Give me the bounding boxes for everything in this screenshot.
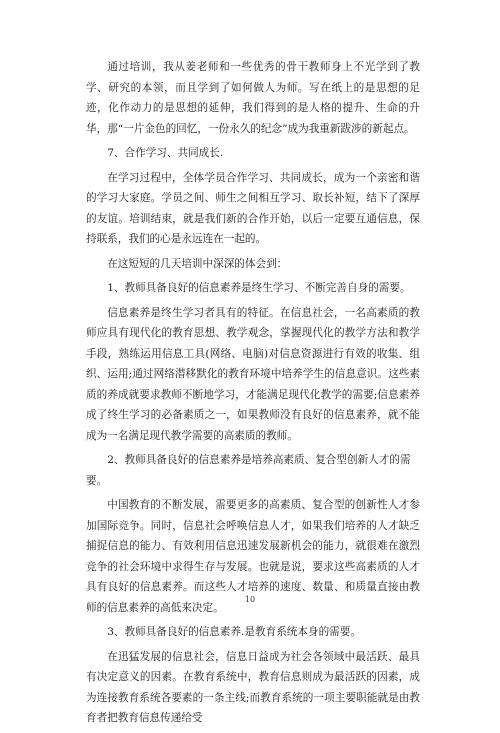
paragraph-reflection-intro: 在这短短的几天培训中深深的体会到： xyxy=(107,257,288,270)
paragraph-cooperative-learning: 在学习过程中，全体学员合作学习、共同成长，成为一个亲密和谐的学习大家庭。学员之间、师生之间相互学习、取长补短，结下了深厚的友谊。培训结束，就是我们新的合作开始，以后一定要互通信息，保持联系，我们的心是永远连在一起的。 xyxy=(86,171,420,245)
section-heading-cooperative-learning: 7、合作学习、共同成长. xyxy=(107,147,224,159)
point-heading-3: 3、教师具备良好的信息素养.是教育系统本身的需要。 xyxy=(107,626,361,638)
paragraph-point-3: 在迅猛发展的信息社会，信息日益成为社会各领域中最活跃、最具有决定意义的因素。在教育系统中，教育信息则成为最活跃的因素，成为连接教育系统各要素的一条主线;而教育系统的一项主要职能就是由教育者把教育信息传递给受 xyxy=(86,650,420,724)
paragraph-training-gains: 通过培训，我从姜老师和一些优秀的骨干教师身上不光学到了教学、研究的本领，而且学到了如何做人为师。写在纸上的是思想的足迹，化作动力的是思想的延伸，我们得到的是人格的提升、生命的升华，那“一片金色的回忆，一份永久的纪念”成为我重新跋涉的新起点。 xyxy=(86,61,420,135)
document-body xyxy=(86,57,420,733)
page-number: 10 xyxy=(244,595,256,604)
paragraph-point-1: 信息素养是终生学习者具有的特征。在信息社会，一名高素质的教师应具有现代化的教育思想、教学观念，掌握现代化的教学方法和教学手段，熟练运用信息工具(网络、电脑)对信息资源进行有效的收集、组织、运用;通过网络潜移默化的教育环境中培养学生的信息意识。这些素质的养成就要求教师不断地学习，才能满足现代化教学的需要;信息素养成了终生学习的必备素质之一，如果教师没有良好的信息素养，就不能成为一名满足现代教学需要的高素质的教师。 xyxy=(86,306,420,442)
point-heading-1: 1、教师具备良好的信息素养是终生学习、不断完善自身的需要。 xyxy=(107,282,411,294)
point-heading-2: 2、教师具备良好的信息素养是培养高素质、复合型创新人才的需要。 xyxy=(86,454,411,487)
paragraph-point-2: 中国教育的不断发展，需要更多的高素质、复合型的创新性人才参加国际竞争。同时，信息社会呼唤信息人才，如果我们培养的人才缺乏捕捉信息的能力、有效利用信息迅速发展新机会的能力，就很难在激烈竞争的社会环境中求得生存与发展。也就是说，要求这些高素质的人才具有良好的信息素养。而这些人才培养的速度、数量、和质量直接由教师的信息素养的高低来决定。 xyxy=(86,499,420,614)
